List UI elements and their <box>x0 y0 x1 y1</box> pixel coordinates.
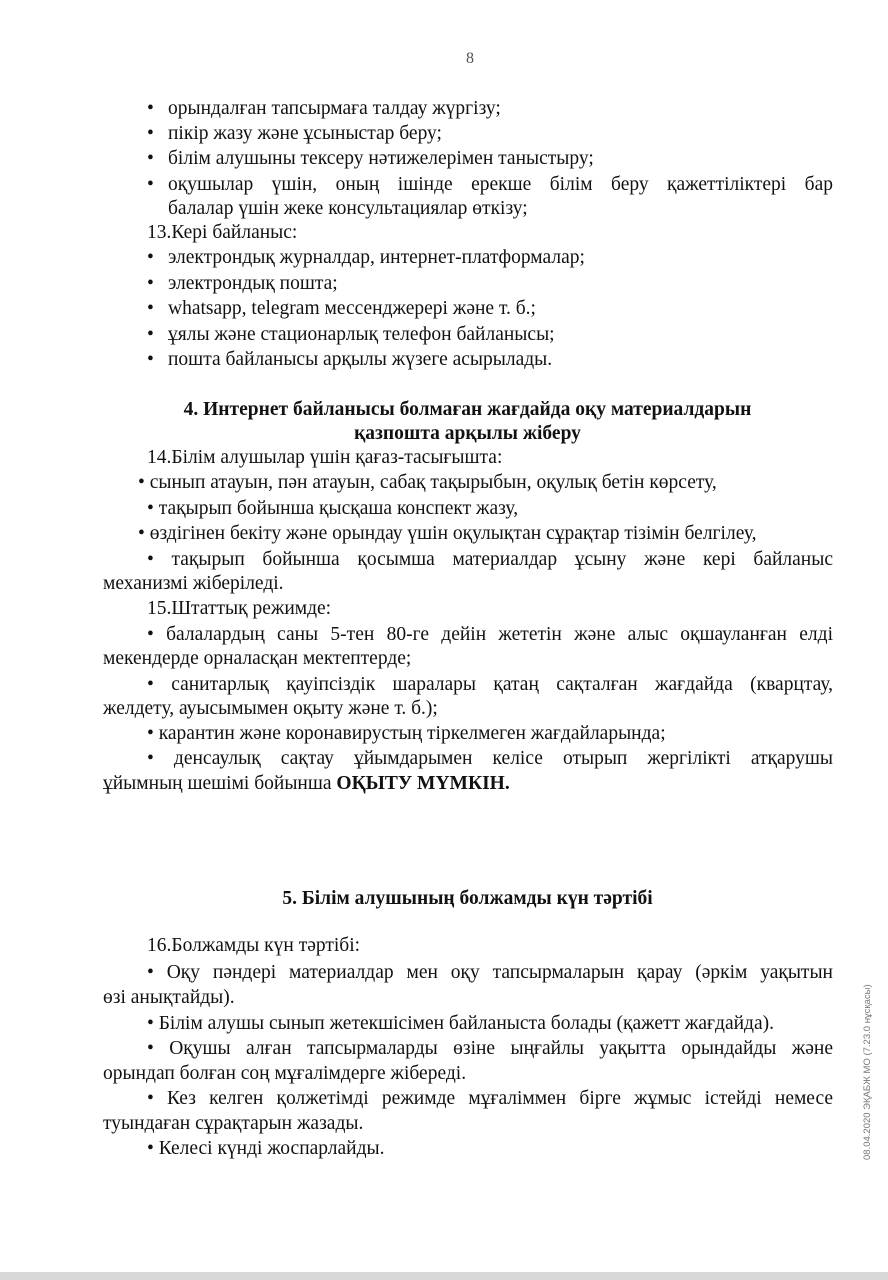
list-item-continuation <box>103 771 510 797</box>
list-item: • өздігінен бекіту және орындау үшін оқулықтан сұрақтар тізімін белгілеу, <box>138 523 757 544</box>
list-item: орындалған тапсырмаға талдау жүргізу; <box>168 98 501 119</box>
bullet-icon: • <box>147 98 154 119</box>
item-16-heading: 16.Болжамды күн тәртібі: <box>147 935 361 956</box>
bullet-icon: • <box>147 148 154 169</box>
bullet-icon: • <box>147 298 154 319</box>
list-item: • санитарлық қауіпсіздік шаралары қатаң сақталған жағдайда (кварцтау, <box>147 674 833 695</box>
bullet-icon: • <box>147 349 154 370</box>
page-number: 8 <box>466 50 474 67</box>
list-item: • сынып атауын, пән атауын, сабақ тақырыбын, оқулық бетін көрсету, <box>138 472 717 493</box>
list-item: оқушылар үшін, оның ішінде ерекше білім беру қажеттіліктері бар <box>168 174 833 195</box>
page-bottom-edge <box>0 1272 888 1280</box>
item-13-heading: 13.Кері байланыс: <box>147 222 298 243</box>
list-item: • тақырып бойынша қосымша материалдар ұсыну және кері байланыс <box>147 549 833 570</box>
list-item: электрондық пошта; <box>168 273 338 294</box>
item-14-heading: 14.Білім алушылар үшін қағаз-тасығышта: <box>147 447 503 468</box>
emphasis-text: ОҚЫТУ МҮМКІН. <box>336 773 510 794</box>
section-5-title: 5. Білім алушының болжамды күн тәртібі <box>282 888 653 909</box>
side-stamp: 08.04.2020 ЭҚАБЖ МО (7.23.0 нұсқасы) <box>862 984 873 1160</box>
section-4-title-continuation: қазпошта арқылы жіберу <box>354 423 581 444</box>
list-item: • балалардың саны 5-тен 80-ге дейін жететін және алыс оқшауланған елді <box>147 624 833 645</box>
list-item-continuation: мекендерде орналасқан мектептерде; <box>103 648 412 669</box>
list-item-continuation: орындап болған соң мұғалімдерге жібереді. <box>103 1063 467 1084</box>
list-item: • Келесі күнді жоспарлайды. <box>147 1138 385 1159</box>
list-item: электрондық журналдар, интернет-платформалар; <box>168 247 585 268</box>
list-item-continuation: механизмі жіберіледі. <box>103 573 284 594</box>
list-item-continuation: желдету, ауысымымен оқыту және т. б.); <box>103 698 438 719</box>
list-item: • Білім алушы сынып жетекшісімен байланыста болады (қажетт жағдайда). <box>147 1013 774 1034</box>
list-item-continuation: балалар үшін жеке консультациялар өткізу; <box>168 198 528 219</box>
bullet-icon: • <box>147 247 154 268</box>
list-item: білім алушыны тексеру нәтижелерімен таныстыру; <box>168 148 594 169</box>
list-item: whatsapp, telegram мессенджерері және т. б.; <box>168 298 536 319</box>
list-item: • Оқу пәндері материалдар мен оқу тапсырмаларын қарау (әркім уақытын <box>147 962 833 983</box>
list-item: • тақырып бойынша қысқаша конспект жазу, <box>147 498 519 519</box>
list-item: • Оқушы алған тапсырмаларды өзіне ыңғайлы уақытта орындайды және <box>147 1038 833 1059</box>
bullet-icon: • <box>147 174 154 195</box>
list-item: • денсаулық сақтау ұйымдарымен келісе отырып жергілікті атқарушы <box>147 748 833 769</box>
bullet-icon: • <box>147 123 154 144</box>
list-item: ұялы және стационарлық телефон байланысы; <box>168 324 555 345</box>
list-item-text: ұйымның шешімі бойынша <box>103 773 337 794</box>
list-item-continuation: туындаған сұрақтарын жазады. <box>103 1113 364 1134</box>
bullet-icon: • <box>147 273 154 294</box>
list-item: пошта байланысы арқылы жүзеге асырылады. <box>168 349 553 370</box>
item-15-heading: 15.Штаттық режимде: <box>147 598 332 619</box>
list-item: • карантин және коронавирустың тіркелмеген жағдайларында; <box>147 723 666 744</box>
list-item: • Кез келген қолжетімді режимде мұғаліммен бірге жұмыс істейді немесе <box>147 1088 833 1109</box>
list-item-continuation: өзі анықтайды). <box>103 987 235 1008</box>
section-4-title: 4. Интернет байланысы болмаған жағдайда оқу материалдарын <box>183 399 752 420</box>
bullet-icon: • <box>147 324 154 345</box>
list-item: пікір жазу және ұсыныстар беру; <box>168 123 442 144</box>
